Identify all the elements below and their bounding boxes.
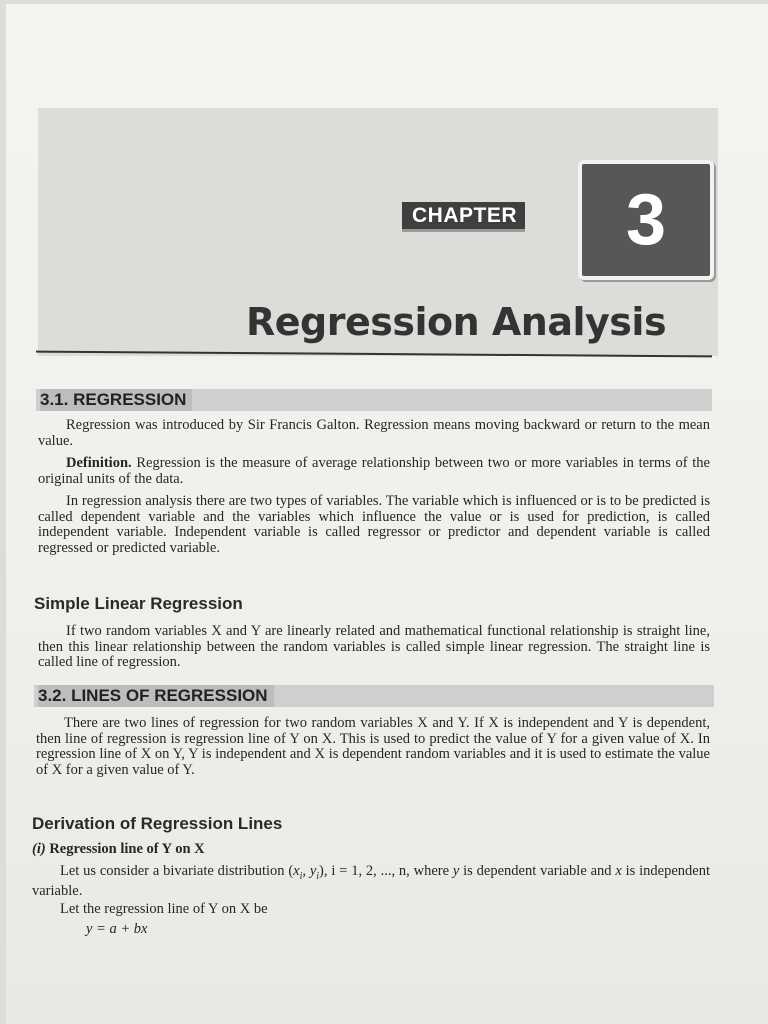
section-heading: 3.1. REGRESSION	[40, 389, 192, 411]
regression-line-intro: Let the regression line of Y on X be	[60, 901, 268, 917]
book-page	[6, 4, 768, 1024]
math-sub: i	[316, 870, 320, 882]
sub-subheading	[32, 842, 712, 858]
math-sub: i	[299, 870, 303, 882]
math-var: y	[452, 863, 460, 879]
math-var: x	[615, 863, 622, 879]
math-var: , y	[302, 863, 317, 879]
faint-header-bleed	[46, 60, 49, 72]
item-title: Regression line of Y on X	[45, 841, 205, 857]
chapter-number: 3	[625, 180, 667, 260]
variable-types-text: In regression analysis there are two types of variables. The variable which is influenced or is to be predicted is called dependent variable and the variables which influence the value or is used for prediction, is called independent variable. Independent variable is called regressor or predictor and dependent variable is called regressed or predicted variable.	[38, 493, 710, 556]
simple-regression-text: If two random variables X and Y are linearly related and mathematical functional relationship is straight line, then this linear relationship between the random variables is called simple linear regression. The straight line is called line of regression.	[38, 623, 710, 670]
regression-intro-text: Regression was introduced by Sir Francis Galton. Regression means moving backward or return to the mean value.	[38, 417, 710, 449]
definition-paragraph	[38, 456, 710, 487]
item-number: (i)	[32, 841, 46, 857]
chapter-tag: CHAPTER	[402, 202, 525, 232]
text-fragment: Let us consider a bivariate distribution (	[60, 863, 294, 879]
paragraph	[38, 494, 710, 556]
section-heading-bar	[34, 685, 714, 707]
paragraph	[32, 864, 710, 900]
subheading: Simple Linear Regression	[34, 594, 243, 613]
text-fragment: is dependent variable and	[459, 863, 616, 879]
paragraph	[38, 624, 710, 671]
definition-label: Definition.	[66, 455, 132, 471]
paragraph	[36, 716, 710, 778]
subheading: Derivation of Regression Lines	[32, 814, 283, 833]
chapter-title: Regression Analysis	[246, 300, 667, 344]
section-heading-bar	[36, 389, 712, 411]
math-var: x	[293, 863, 300, 879]
paragraph	[32, 902, 710, 918]
section-heading: 3.2. LINES OF REGRESSION	[38, 685, 274, 707]
chapter-number-box	[578, 160, 714, 280]
text-fragment: is independent variable.	[32, 863, 710, 900]
lines-of-regression-text: There are two lines of regression for two random variables X and Y. If X is independent and Y is dependent, then line of regression is regression line of Y on X. This is used to predict the value of Y for a given value of X. In regression line of X on Y, Y is independent and X is dependent random variables and it is used to estimate the value of X for a given value of Y.	[36, 715, 710, 778]
paragraph	[38, 418, 710, 449]
text-fragment: ), i = 1, 2, ..., n, where	[319, 863, 453, 879]
definition-text: Regression is the measure of average relationship between two or more variables in terms of the original units of the data.	[38, 455, 710, 487]
equation: y = a + bx	[86, 921, 148, 937]
